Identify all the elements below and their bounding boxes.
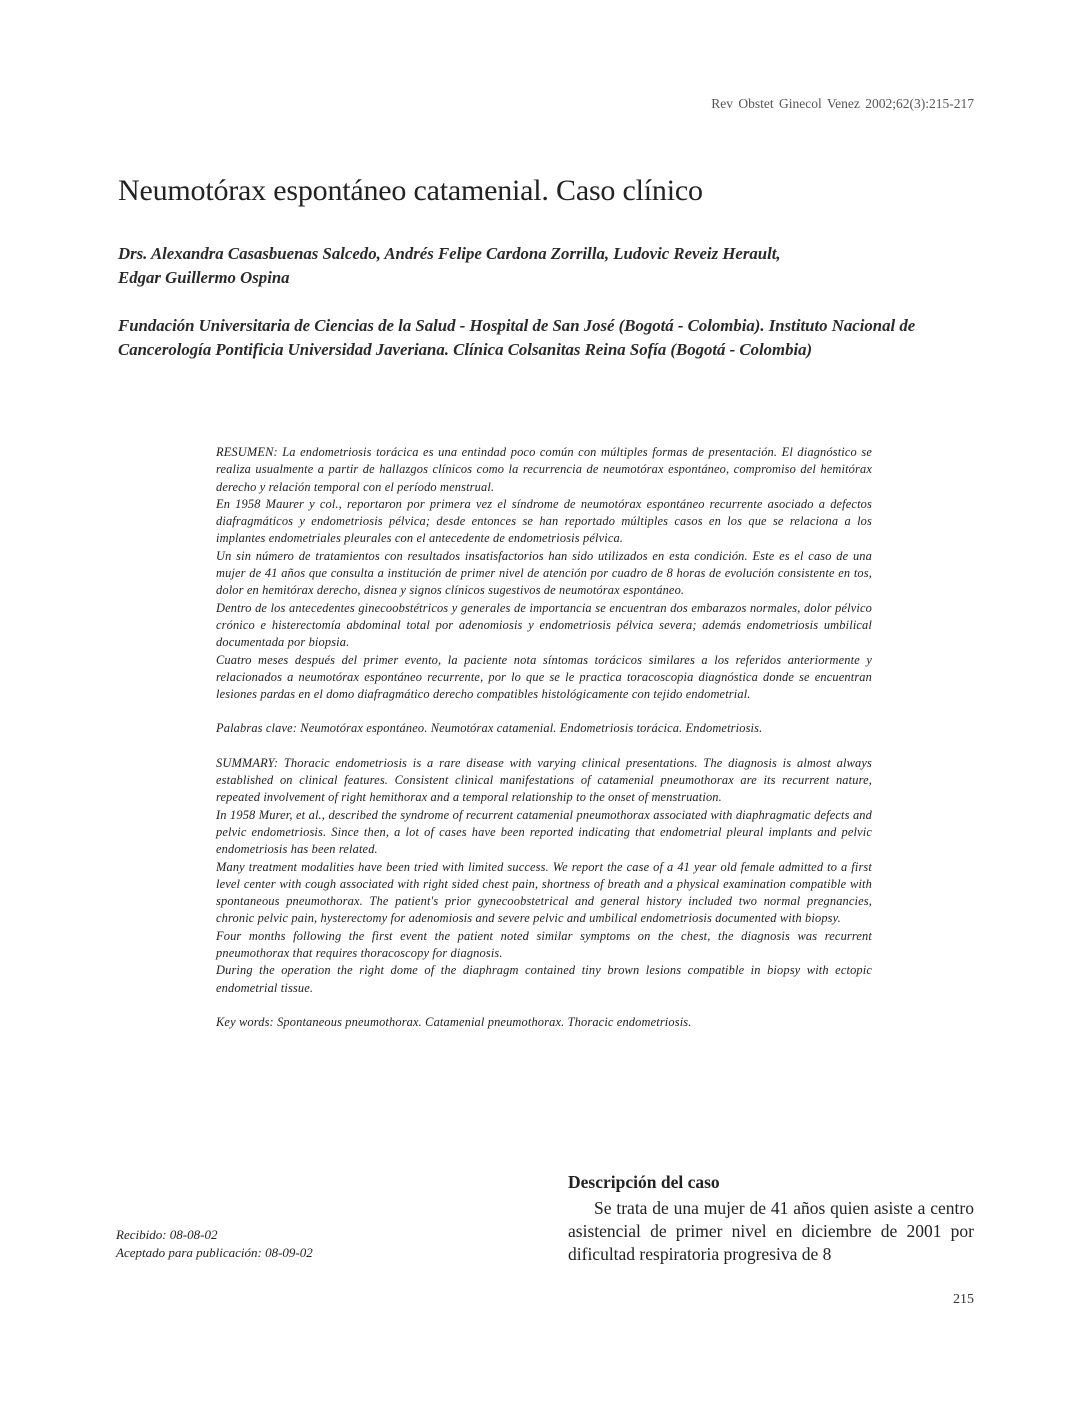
author-list: [118, 242, 988, 290]
page-number: 215: [953, 1292, 974, 1307]
abstract-en-paragraph: SUMMARY: Thoracic endometriosis is a rare disease with varying clinical presentations. The diagnosis is almost always established on clinical features. Consistent clinical manifestations of catamenial pneumothorax are its recurrent nature, repeated involvement of right hemithorax and a temporal relationship to the onset of menstruation.: [216, 755, 872, 805]
keywords-en: Key words: Spontaneous pneumothorax. Catamenial pneumothorax. Thoracic endometriosis.: [216, 1014, 692, 1029]
accepted-date: Aceptado para publicación: 08-09-02: [116, 1245, 313, 1260]
case-text: Se trata de una mujer de 41 años quien asiste a centro asistencial de primer nivel en diciembre de 2001 por dificultad respiratoria progresiva de 8: [568, 1198, 974, 1264]
abstract-block: [216, 444, 872, 1031]
abstract-en-paragraph: Many treatment modalities have been tried with limited success. We report the case of a 41 year old female admitted to a first level center with cough associated with right sided chest pain, shortness of breath and a physical examination compatible with spontaneous pneumothorax. The patient's prior gynecoobstetrical and general history included two normal pregnancies, chronic pelvic pain, hysterectomy for adenomiosis and severe pelvic and umbilical endometriosis documented with biopsy.: [216, 859, 872, 926]
affiliation: [118, 314, 988, 362]
affiliation-line: Cancerología Pontificia Universidad Javeriana. Clínica Colsanitas Reina Sofía (Bogotá - Colombia): [118, 340, 813, 359]
article-title: Neumotórax espontáneo catamenial. Caso clínico: [118, 174, 703, 207]
abstract-es-paragraph: Cuatro meses después del primer evento, la paciente nota síntomas torácicos similares a los referidos anteriormente y relacionados a neumotórax espontáneo recurrente, por lo que se le practica toracoscopia diagnóstica donde se encuentran lesiones pardas en el domo diafragmático derecho compatibles histológicamente con tejido endometrial.: [216, 652, 872, 702]
author-line: Edgar Guillermo Ospina: [118, 268, 290, 287]
case-section: [568, 1172, 974, 1266]
submission-dates: [116, 1226, 313, 1262]
abstract-es-paragraph: RESUMEN: La endometriosis torácica es una entindad poco común con múltiples formas de presentación. El diagnóstico se realiza usualmente a partir de hallazgos clínicos como la recurrencia de neumotórax espontáneo, compromiso del hemitórax derecho y relación temporal con el período menstrual.: [216, 445, 872, 494]
affiliation-line: Fundación Universitaria de Ciencias de la Salud - Hospital de San José (Bogotá - Colombia). Instituto Nacional de: [118, 316, 916, 335]
case-heading: Descripción del caso: [568, 1172, 720, 1192]
keywords-es: Palabras clave: Neumotórax espontáneo. Neumotórax catamenial. Endometriosis torácica. Endometriosis.: [216, 721, 763, 736]
abstract-es-paragraph: Dentro de los antecedentes ginecoobstétricos y generales de importancia se encuentran dos embarazos normales, dolor pélvico crónico e histerectomía abdominal total por adenomiosis y endometriosis pélvica severa; además endometriosis umbilical documentada por biopsia.: [216, 600, 872, 650]
received-date: Recibido: 08-08-02: [116, 1227, 218, 1242]
author-line: Drs. Alexandra Casasbuenas Salcedo, Andrés Felipe Cardona Zorrilla, Ludovic Reveiz Herault,: [118, 244, 781, 263]
abstract-en-paragraph: In 1958 Murer, et al., described the syndrome of recurrent catamenial pneumothorax associated with diaphragmatic defects and pelvic endometriosis. Since then, a lot of cases have been reported indicating that endometrial pleural implants and pelvic endometriosis has been related.: [216, 807, 872, 857]
journal-reference: Rev Obstet Ginecol Venez 2002;62(3):215-217: [711, 96, 974, 111]
abstract-es-paragraph: En 1958 Maurer y col., reportaron por primera vez el síndrome de neumotórax espontáneo recurrente asociado a defectos diafragmáticos y endometriosis pélvica; desde entonces se han reportado múltiples casos en los que se relaciona a los implantes endometriales pleurales con el antecedente de endometriosis pélvica.: [216, 496, 872, 546]
abstract-en-paragraph: During the operation the right dome of the diaphragm contained tiny brown lesions compatible in biopsy with ectopic endometrial tissue.: [216, 963, 872, 995]
abstract-es-paragraph: Un sin número de tratamientos con resultados insatisfactorios han sido utilizados en esta condición. Este es el caso de una mujer de 41 años que consulta a institución de primer nivel de atención por cuadro de 8 horas de evolución consistente en tos, dolor en hemitórax derecho, disnea y signos clínicos sugestivos de neumotórax espontáneo.: [216, 548, 872, 598]
abstract-en-paragraph: Four months following the first event the patient noted similar symptoms on the chest, the diagnosis was recurrent pneumothorax that requires thoracoscopy for diagnosis.: [216, 928, 872, 961]
